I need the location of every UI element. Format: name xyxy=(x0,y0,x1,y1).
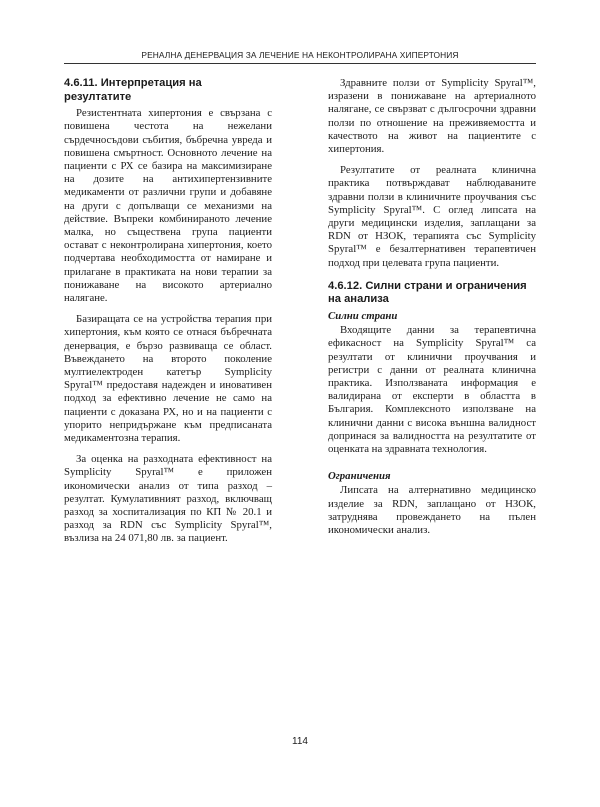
header-divider xyxy=(64,63,536,64)
strengths-subheading: Силни страни xyxy=(328,310,398,323)
limitations-subheading: Ограничения xyxy=(328,470,391,483)
section-4611-paragraph-1: Резистентната хипертония е свързана с повишена честота на нежелани сърдечносъдови събития, бъбречна увреда и повишена смъртност. Основното лечение на пациенти с РХ се базира на максимизиране на дозите на антихипертензивните медикаменти от различни групи и добавяне на други с допълващи се механизми на действие. Въпреки комбинираното лечение малка, но съществена група пациенти остават с неконтролирана хипертония, което подчертава необходимостта от намиране и прилагане в практиката на нови терапии за понижаване на високото артериално налягане. xyxy=(64,107,272,305)
section-4612-heading: 4.6.12. Силни страни и ограничения на анализа xyxy=(328,279,527,306)
section-4611-paragraph-5: Резултатите от реалната клинична практика потвърждават наблюдаваните здравни ползи в клиничните проучвания със Symplicity Spyral™. С оглед липсата на други медицински изделия, заплащани за RDN от НЗОК, терапията със Symplicity Spyral™ е безалтернативен терапевтичен подход при целевата група пациенти. xyxy=(328,164,536,269)
right-column xyxy=(328,77,536,545)
section-4611-paragraph-4: Здравните ползи от Symplicity Spyral™, изразени в понижаване на артериалното налягане, се свързват с дългосрочни здравни ползи по отношение на преживяемостта и качеството на живот на пациентите с хипертония. xyxy=(328,77,536,156)
section-4611-heading: 4.6.11. Интерпретация на резултатите xyxy=(64,77,202,103)
left-column xyxy=(64,77,272,554)
limitations-paragraph: Липсата на алтернативно медицинско изделие за RDN, заплащано от НЗОК, затруднява провеждането на пълен икономически анализ. xyxy=(328,484,536,537)
section-4611-paragraph-3: За оценка на разходната ефективност на Symplicity Spyral™ е приложен икономически анализ от типа разход – резултат. Кумулативният разход, включващ разход за хоспитализация по КП № 20.1 и разход за RDN със Symplicity Spyral™, възлиза на 24 071,80 лв. за пациент. xyxy=(64,453,272,545)
section-4611-paragraph-2: Базиращата се на устройства терапия при хипертония, към която се отнася бъбречната денервация, е бързо развиваща се област. Въвеждането на второто поколение мултиелектроден катетър Symplicity Spyral™ предоставя надежден и иновативен подход за ефективно лечение не само на пациенти с доказана РХ, но и на пациенти с упорито непридържане към предписаната медикаментозна терапия. xyxy=(64,313,272,445)
running-header: РЕНАЛНА ДЕНЕРВАЦИЯ ЗА ЛЕЧЕНИЕ НА НЕКОНТРОЛИРАНА ХИПЕРТОНИЯ xyxy=(141,50,459,60)
page-number: 114 xyxy=(292,736,308,747)
strengths-paragraph: Входящите данни за терапевтична ефикасност на Symplicity Spyral™ са резултати от клинични проучвания и регистри с данни от реалната клинична практика. Използваната информация е валидирана от експерти в областта в България. Комплексното използване на клинични данни с висока външна валидност допринася за валидността на резултатите от оценката на здравната технология. xyxy=(328,324,536,456)
